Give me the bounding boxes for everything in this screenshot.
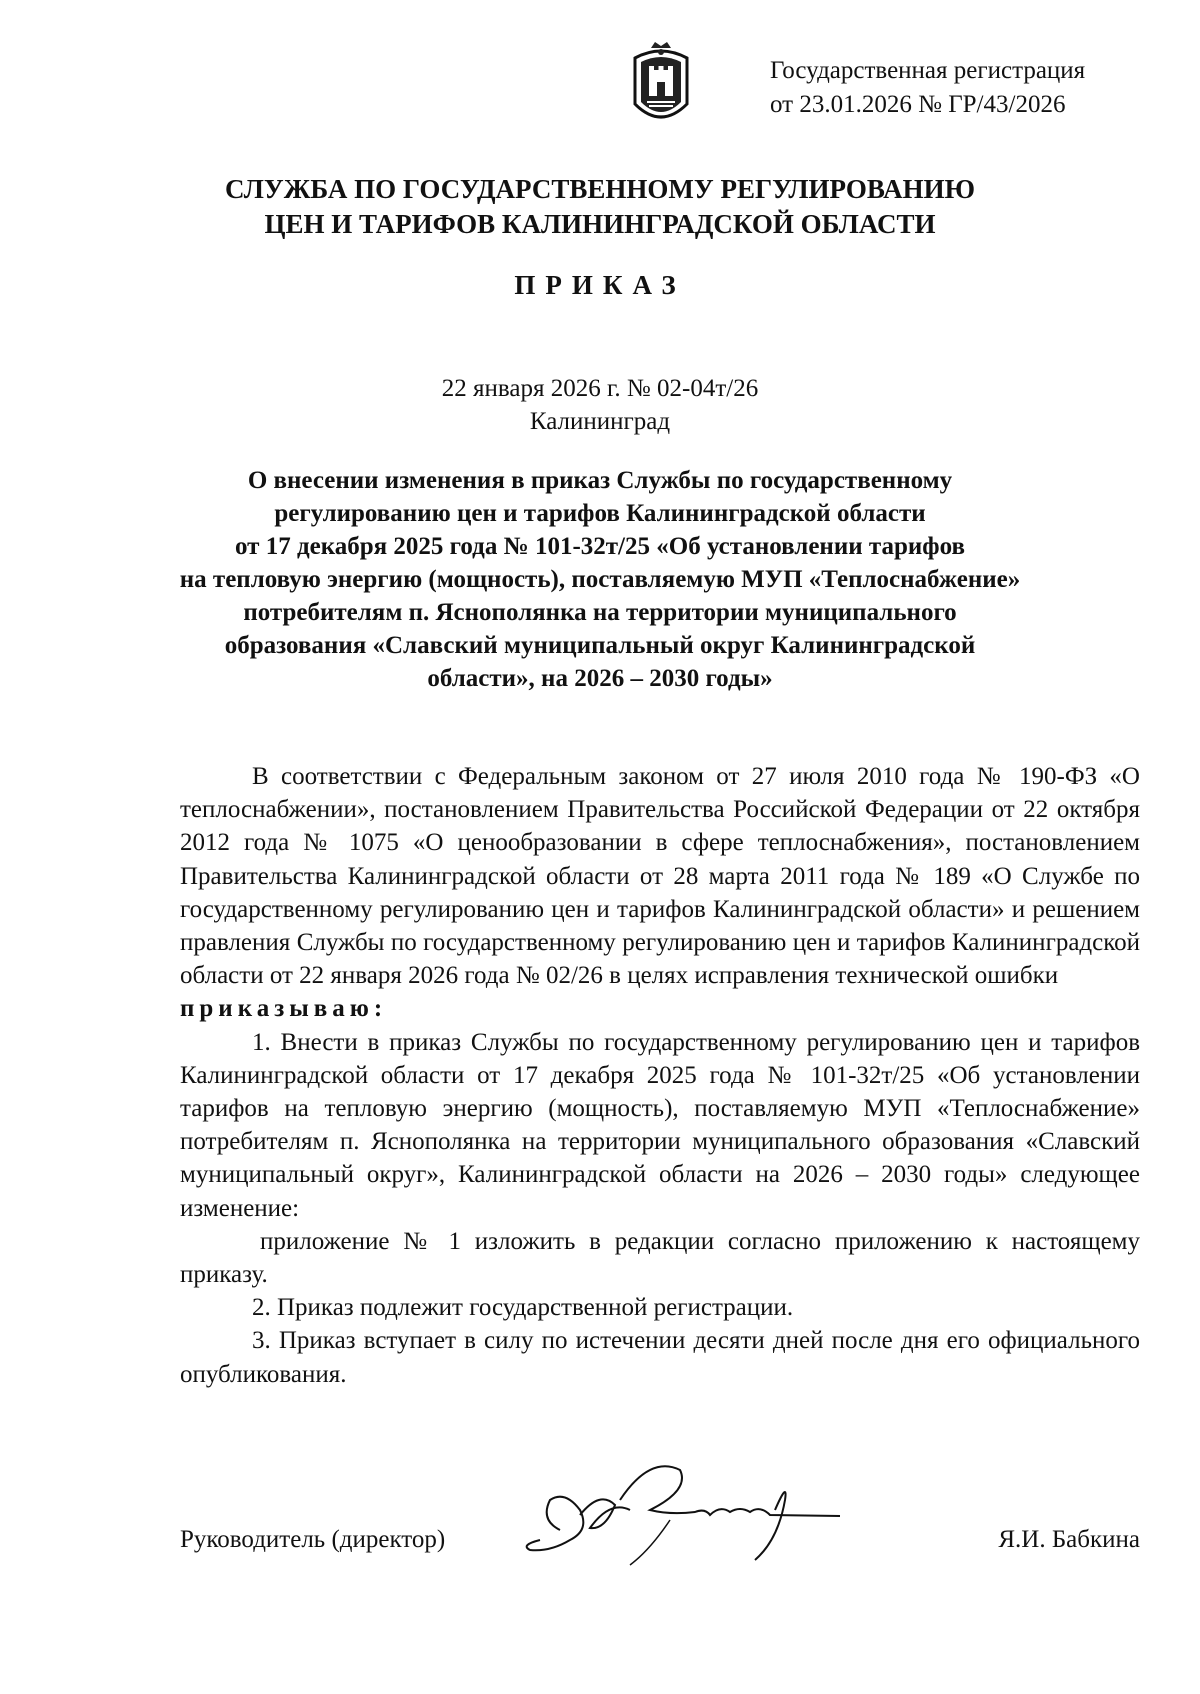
order-word: приказываю: — [180, 995, 388, 1023]
registration-line-1: Государственная регистрация — [770, 57, 1086, 84]
agency-line-2: ЦЕН И ТАРИФОВ КАЛИНИНГРАДСКОЙ ОБЛАСТИ — [264, 209, 936, 239]
registration-line-2: от 23.01.2026 № ГР/43/2026 — [770, 91, 1066, 118]
document-type-title: ПРИКАЗ — [514, 270, 686, 300]
document-body — [180, 760, 1140, 1391]
item-3: 3. Приказ вступает в силу по истечении десяти дней после дня его официального опубликования. — [180, 1327, 1140, 1388]
subject-line: на тепловую энергию (мощность), поставляемую МУП «Теплоснабжение» — [179, 566, 1021, 593]
item-1: 1. Внести в приказ Службы по государственному регулированию цен и тарифов Калининградской области от 17 декабря 2025 года № 101-32т/25 «Об установлении тарифов на тепловую энергию (мощность), поставляемую МУП «Теплоснабжение» потребителям п. Яснополянка на территории муниципального образования «Славский муниципальный округ», Калининградской области на 2026 – 2030 годы» следующее изменение: — [180, 1028, 1140, 1222]
subject-line: от 17 декабря 2025 года № 101-32т/25 «Об установлении тарифов — [235, 533, 965, 560]
subject-line: потребителям п. Яснополянка на территории муниципального — [243, 599, 957, 626]
signer-name: Я.И. Бабкина — [998, 1526, 1140, 1553]
registration-block — [770, 54, 1150, 122]
subject-line: регулированию цен и тарифов Калининградской области — [274, 500, 926, 527]
subject-line: области», на 2026 – 2030 годы» — [427, 665, 773, 692]
signer-title: Руководитель (директор) — [180, 1526, 446, 1553]
date-number: 22 января 2026 г. № 02-04т/26 — [441, 375, 759, 402]
document-subject — [160, 464, 1040, 695]
date-and-place — [100, 372, 1100, 438]
agency-line-1: СЛУЖБА ПО ГОСУДАРСТВЕННОМУ РЕГУЛИРОВАНИЮ — [224, 174, 976, 204]
handwritten-signature — [520, 1460, 860, 1580]
item-2: 2. Приказ подлежит государственной регистрации. — [252, 1294, 794, 1322]
subject-line: О внесении изменения в приказ Службы по государственному — [247, 467, 953, 494]
agency-name — [100, 172, 1100, 242]
subject-line: образования «Славский муниципальный округ Калининградской — [224, 632, 976, 659]
item-1-subclause: приложение № 1 изложить в редакции согласно приложению к настоящему приказу. — [180, 1227, 1140, 1289]
coat-of-arms-emblem — [625, 40, 697, 132]
city: Калининград — [529, 408, 671, 435]
preamble-paragraph: В соответствии с Федеральным законом от 27 июля 2010 года № 190-ФЗ «О теплоснабжении», постановлением Правительства Российской Федерации от 22 октября 2012 года № 1075 «О ценообразовании в сфере теплоснабжения», постановлением Правительства Калининградской области от 28 марта 2011 года № 189 «О Службе по государственному регулированию цен и тарифов Калининградской области» и решением правления Службы по государственному регулированию цен и тарифов Калининградской области от 22 января 2026 года № 02/26 в целях исправления технической ошибки — [180, 763, 1140, 990]
